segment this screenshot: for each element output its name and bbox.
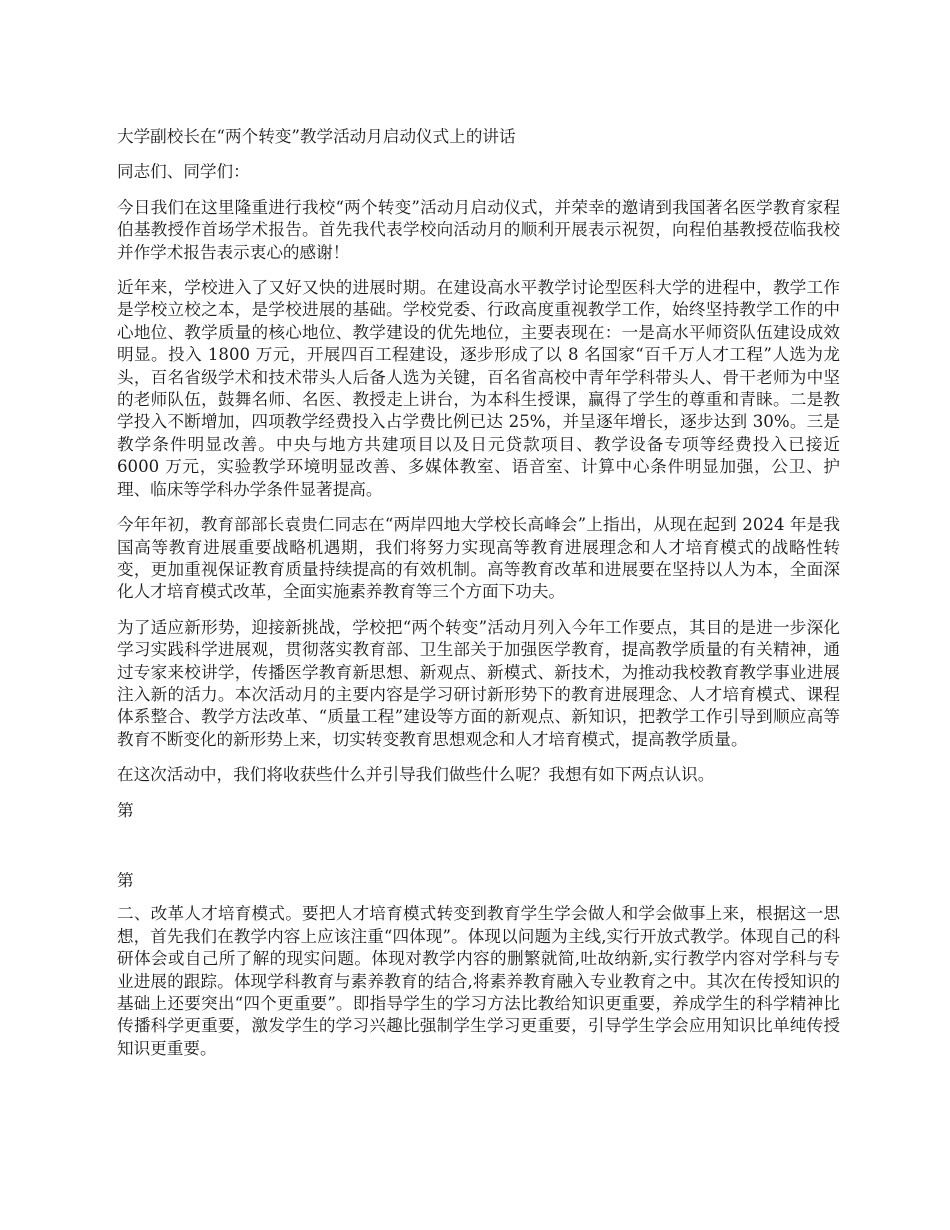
paragraph-talent-reform: 二、改革人才培育模式。要把人才培育模式转变到教育学生学会做人和学会做事上来，根据这一思想，首先我们在教学内容上应该注重“四体现”。体现以问题为主线,实行开放式教学。体现自己的科研体会或自己所了解的现实问题。体现对教学内容的删繁就简,吐故纳新,实行教学内容对学科与专业进展的跟踪。体现学科教育与素养教育的结合,将素养教育融入专业教育之中。其次在传授知识的基础上还要突出“四个更重要”。即指导学生的学习方法比教给知识更重要，养成学生的科学精神比传播科学更重要，激发学生的学习兴趣比强制学生学习更重要，引导学生学会应用知识比单纯传授知识更重要。: [117, 904, 840, 1058]
paragraph-two-points: 在这次活动中，我们将收获些什么并引导我们做些什么呢？我想有如下两点认识。: [117, 765, 715, 785]
greeting: 同志们、同学们：: [117, 162, 250, 182]
paragraph-achievements: 近年来，学校进入了又好又快的进展时期。在建设高水平教学讨论型医科大学的进程中，教学工作是学校立校之本，是学校进展的基础。学校党委、行政高度重视教学工作，始终坚持教学工作的中心地位、教学质量的核心地位、教学建设的优先地位，主要表现在：一是高水平师资队伍建设成效明显。投入 1800 万元，开展四百工程建设，逐步形成了以 8 名国家“百千万人才工程”人选为龙头，百名省级学术和技术带头人后备人选为关键，百名省高校中青年学科带头人、骨干老师为中坚的老师队伍，鼓舞名师、名医、教授走上讲台，为本科生授课，赢得了学生的尊重和青睐。二是教学投入不断增加，四项教学经费投入占学费比例已达 25%，并呈逐年增长，逐步达到 30%。三是教学条件明显改善。中央与地方共建项目以及日元贷款项目、教学设备专项等经费投入已接近 6000 万元，实验教学环境明显改善、多媒体教室、语音室、计算中心条件明显加强，公卫、护理、临床等学科办学条件显著提高。: [117, 278, 840, 499]
document-title: 大学副校长在“两个转变”教学活动月启动仪式上的讲话: [117, 127, 516, 146]
document-page: [117, 126, 840, 1073]
section-heading-first: 第: [117, 800, 134, 820]
paragraph-ministry-remarks: 今年年初，教育部部长袁贵仁同志在“两岸四地大学校长高峰会”上指出，从现在起到 2024 年是我国高等教育进展重要战略机遇期，我们将努力实现高等教育进展理念和人才培育模式的战略性转变，更加重视保证教育质量持续提高的有效机制。高等教育改革和进展要在坚持以人为本，全面深化人才培育模式改革，全面实施素养教育等三个方面下功夫。: [117, 515, 840, 602]
paragraph-opening: 今日我们在这里隆重进行我校“两个转变”活动月启动仪式，并荣幸的邀请到我国著名医学教育家程伯基教授作首场学术报告。首先我代表学校向活动月的顺利开展表示祝贺，向程伯基教授莅临我校并作学术报告表示衷心的感谢！: [117, 197, 840, 262]
section-heading-second: 第: [117, 870, 134, 890]
paragraph-activity-purpose: 为了适应新形势，迎接新挑战，学校把“两个转变”活动月列入今年工作要点，其目的是进一步深化学习实践科学进展观，贯彻落实教育部、卫生部关于加强医学教育，提高教学质量的有关精神，通过专家来校讲学，传播医学教育新思想、新观点、新模式、新技术，为推动我校教育教学事业进展注入新的活力。本次活动月的主要内容是学习研讨新形势下的教育进展理念、人才培育模式、课程体系整合、教学方法改革、“质量工程”建设等方面的新观点、新知识，把教学工作引导到顺应高等教育不断变化的新形势上来，切实转变教育思想观念和人才培育模式，提高教学质量。: [117, 617, 840, 749]
